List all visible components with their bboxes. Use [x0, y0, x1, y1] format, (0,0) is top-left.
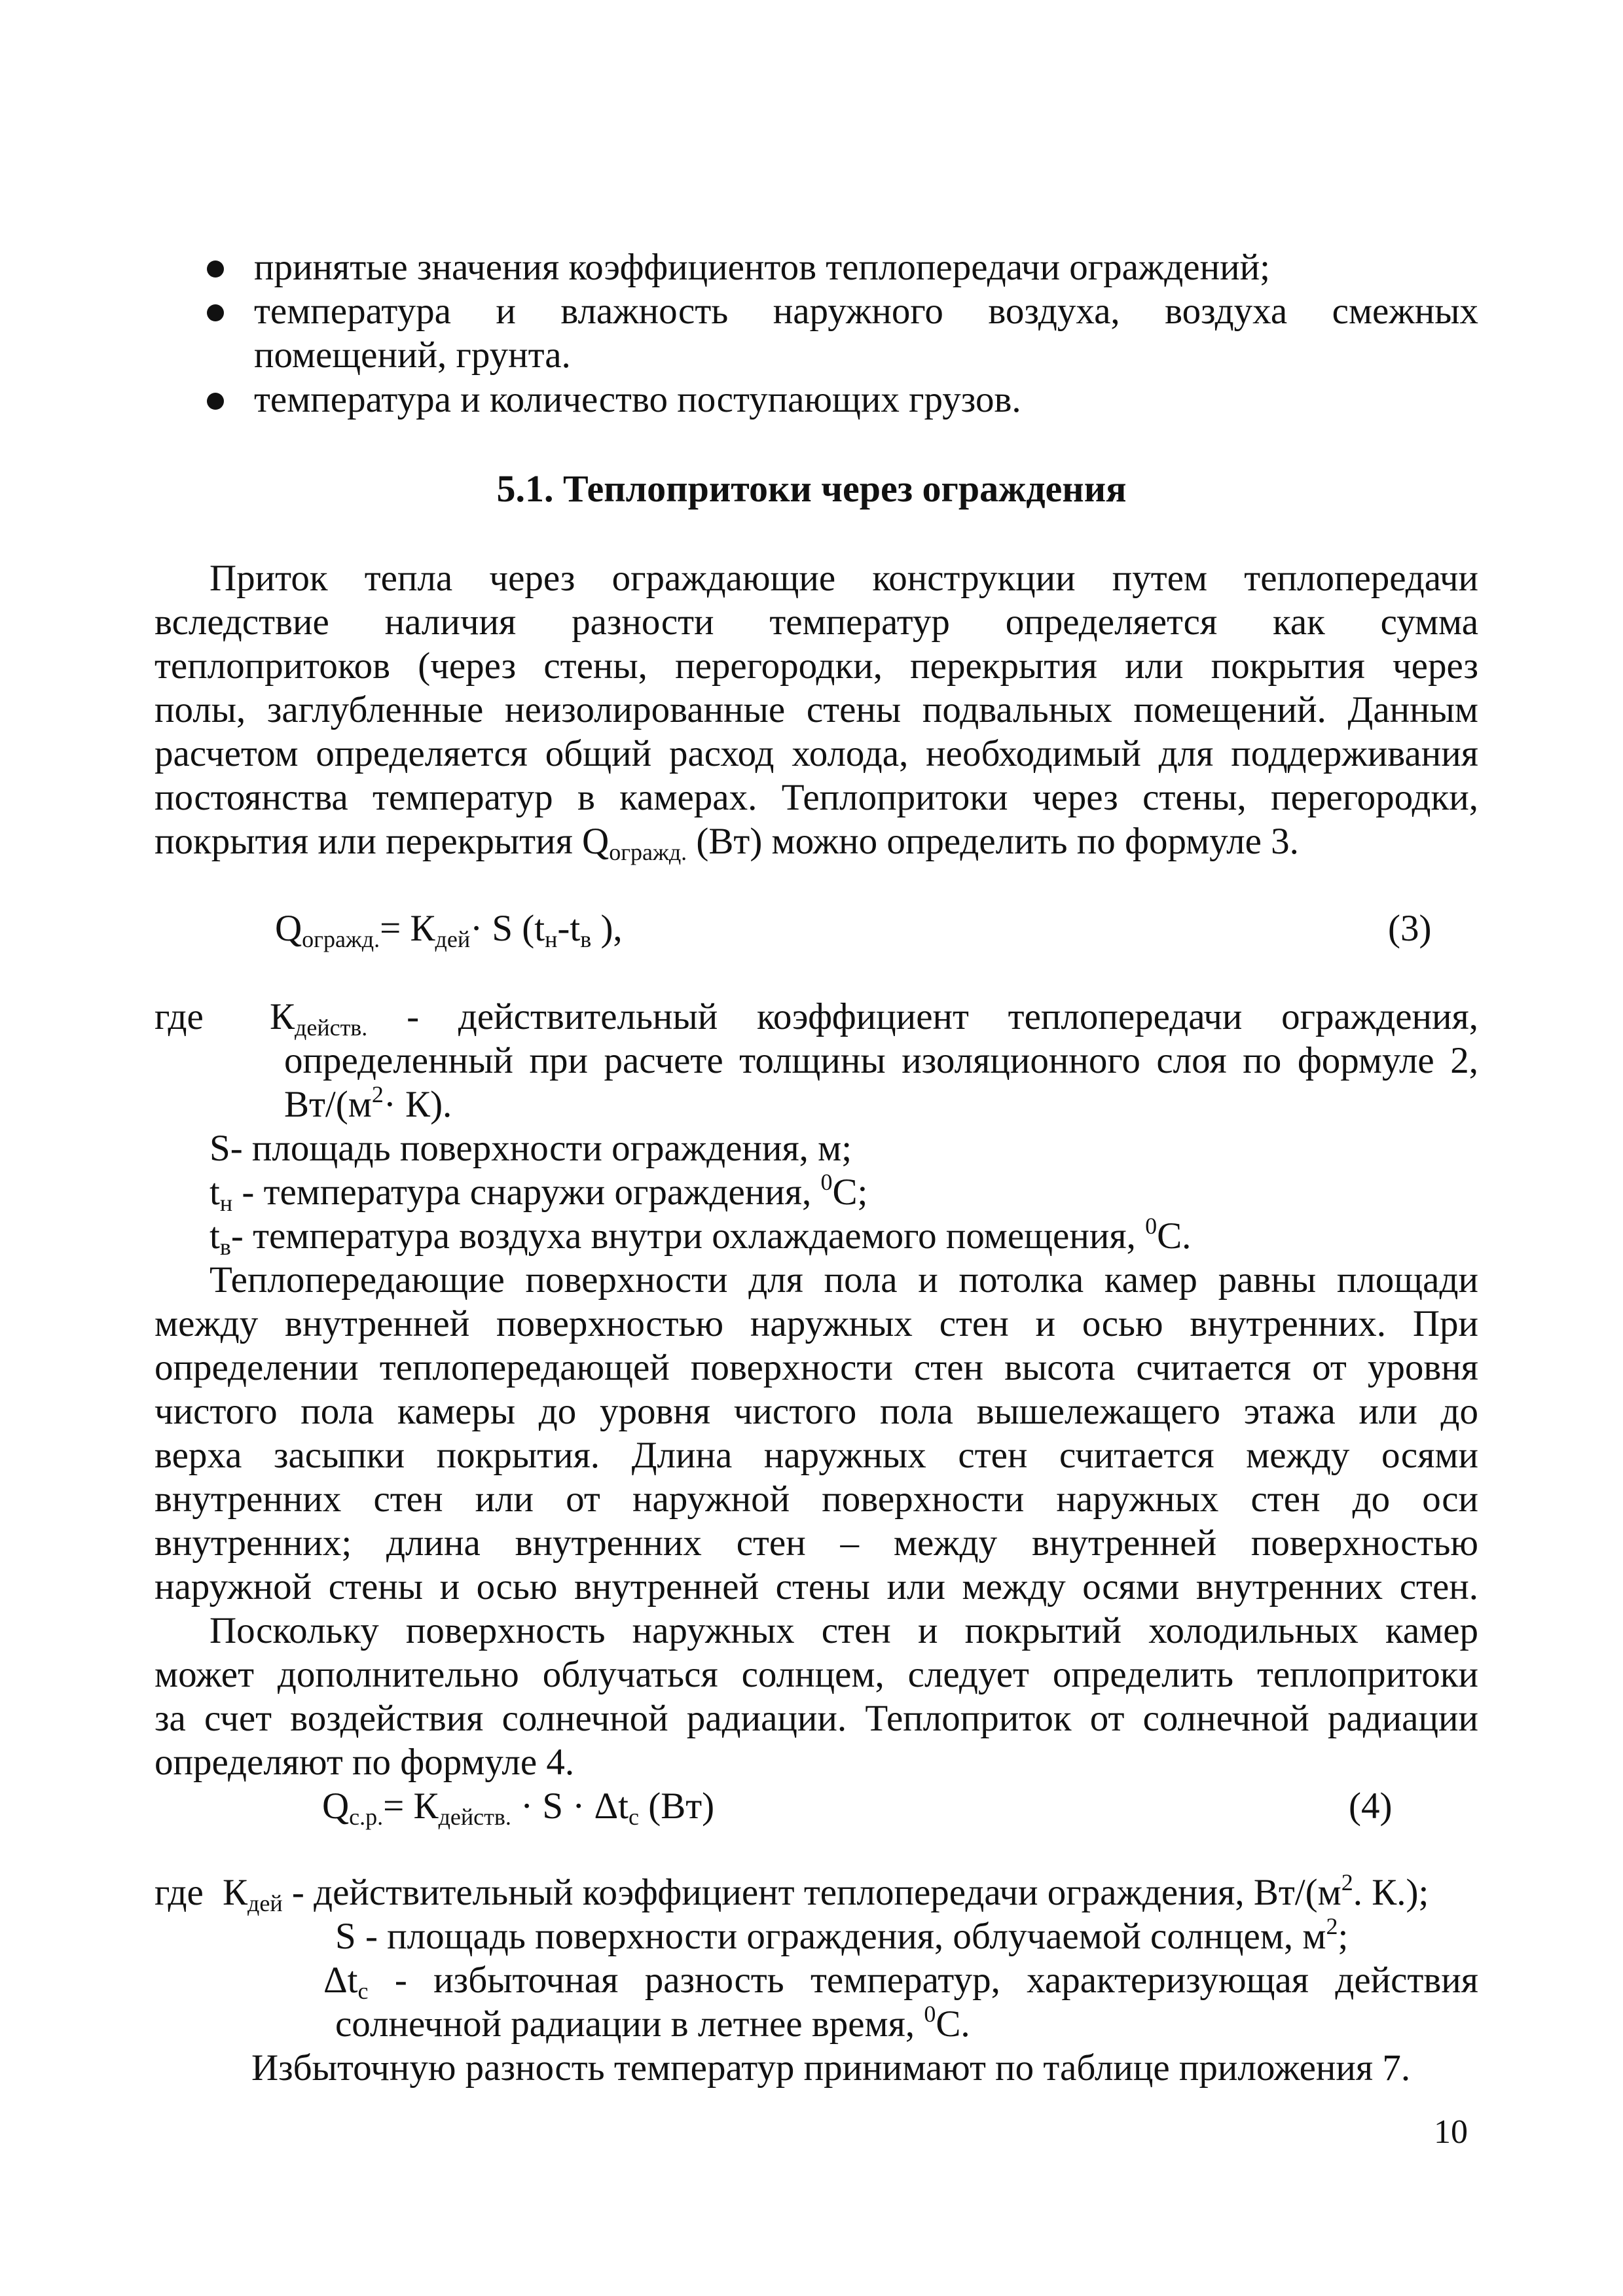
paragraph-line: Приток тепла через ограждающие конструкции путем теплопередачи	[210, 558, 1478, 599]
paragraph-line: Теплопередающие поверхности для пола и потолка камер равны площади	[210, 1259, 1478, 1300]
where-label: где	[155, 996, 204, 1037]
definition-line: $\Delta t_с$ - избыточная разность температур, характеризующая действия	[323, 1960, 1478, 2004]
bullet-item: температура и количество поступающих грузов.	[254, 379, 1021, 420]
section-title: 5.1. Теплопритоки через ограждения	[496, 467, 1127, 510]
paragraph-line: определяют по формуле 4.	[155, 1742, 575, 1783]
paragraph-line: постоянства температур в камерах. Теплопритоки через стены, перегородки,	[155, 777, 1478, 818]
definition-line: S- площадь поверхности ограждения, м;	[210, 1128, 852, 1169]
paragraph-line: определении теплопередающей поверхности стен высота считается от уровня	[155, 1347, 1478, 1388]
paragraph-line: внутренних; длина внутренних стен – между внутренней поверхностью	[155, 1522, 1478, 1564]
bullet-marker	[207, 260, 224, 278]
definition-line: $К_{действ.}$ - действительный коэффициент теплопередачи ограждения,	[270, 996, 1478, 1041]
paragraph-line: чистого пола камеры до уровня чистого пола вышележащего этажа или до	[155, 1391, 1478, 1432]
definition-line: $t_в-$ температура воздуха внутри охлаждаемого помещения, $^0$С.	[210, 1213, 1192, 1260]
where-label: где	[155, 1872, 204, 1913]
equation-number: (3)	[1388, 908, 1432, 949]
paragraph-line: теплопритоков (через стены, перегородки, перекрытия или покрытия через	[155, 645, 1478, 687]
paragraph-line: вследствие наличия разности температур определяется как сумма	[155, 601, 1478, 643]
paragraph-line: внутренних стен или от наружной поверхности наружных стен до оси	[155, 1479, 1478, 1520]
paragraph-line: наружной стены и осью внутренней стены или между осями внутренних стен.	[155, 1566, 1478, 1607]
bullet-marker	[207, 393, 224, 410]
definition-line: $t_н$ - температура снаружи ограждения, $^0$С;	[210, 1169, 868, 1216]
paragraph-line: за счет воздействия солнечной радиации. Теплоприток от солнечной радиации	[155, 1698, 1478, 1739]
paragraph-line: Поскольку поверхность наружных стен и покрытий холодильных камер	[210, 1610, 1478, 1651]
definition-line: $Вт/(м^2\cdot К)$.	[284, 1081, 452, 1125]
paragraph-line: может дополнительно облучаться солнцем, следует определить теплопритоки	[155, 1654, 1478, 1695]
page-number: 10	[1434, 2113, 1468, 2151]
formula-4: $Q_{с.р.}= К_{действ.} \cdot S \cdot \Delta t_с$ (Вт)	[322, 1785, 715, 1830]
bullet-item: температура и влажность наружного воздуха, воздуха смежных	[254, 291, 1478, 332]
paragraph-line: между внутренней поверхностью наружных стен и осью внутренних. При	[155, 1303, 1478, 1344]
paragraph-line: верха засыпки покрытия. Длина наружных стен считается между осями	[155, 1435, 1478, 1476]
bullet-marker	[207, 304, 224, 321]
paragraph-line: расчетом определяется общий расход холода, необходимый для поддерживания	[155, 733, 1478, 774]
definition-line: солнечной радиации в летнее время, $^0$С.	[335, 2001, 970, 2045]
definition-line: $К_{дей}$ - действительный коэффициент теплопередачи ограждения, $Вт/(м^2$. К.);	[223, 1869, 1429, 1916]
formula-3: $Q_{огражд.}= К_{дей}\cdot S$ ($t_н-t_в$ ),	[275, 908, 623, 952]
definition-line: определенный при расчете толщины изоляционного слоя по формуле 2,	[284, 1040, 1478, 1081]
paragraph-line: полы, заглубленные неизолированные стены подвальных помещений. Данным	[155, 689, 1478, 730]
bullet-item-continuation: помещений, грунта.	[254, 334, 571, 376]
paragraph-line: покрытия или перекрытия $Q_{огражд.}$ (Вт) можно определить по формуле 3.	[155, 821, 1299, 865]
definition-line: S - площадь поверхности ограждения, облучаемой солнцем, $м^2$;	[335, 1913, 1349, 1957]
closing-line: Избыточную разность температур принимают по таблице приложения 7.	[251, 2047, 1411, 2089]
bullet-item: принятые значения коэффициентов теплопередачи ограждений;	[254, 247, 1270, 288]
equation-number: (4)	[1349, 1785, 1393, 1827]
